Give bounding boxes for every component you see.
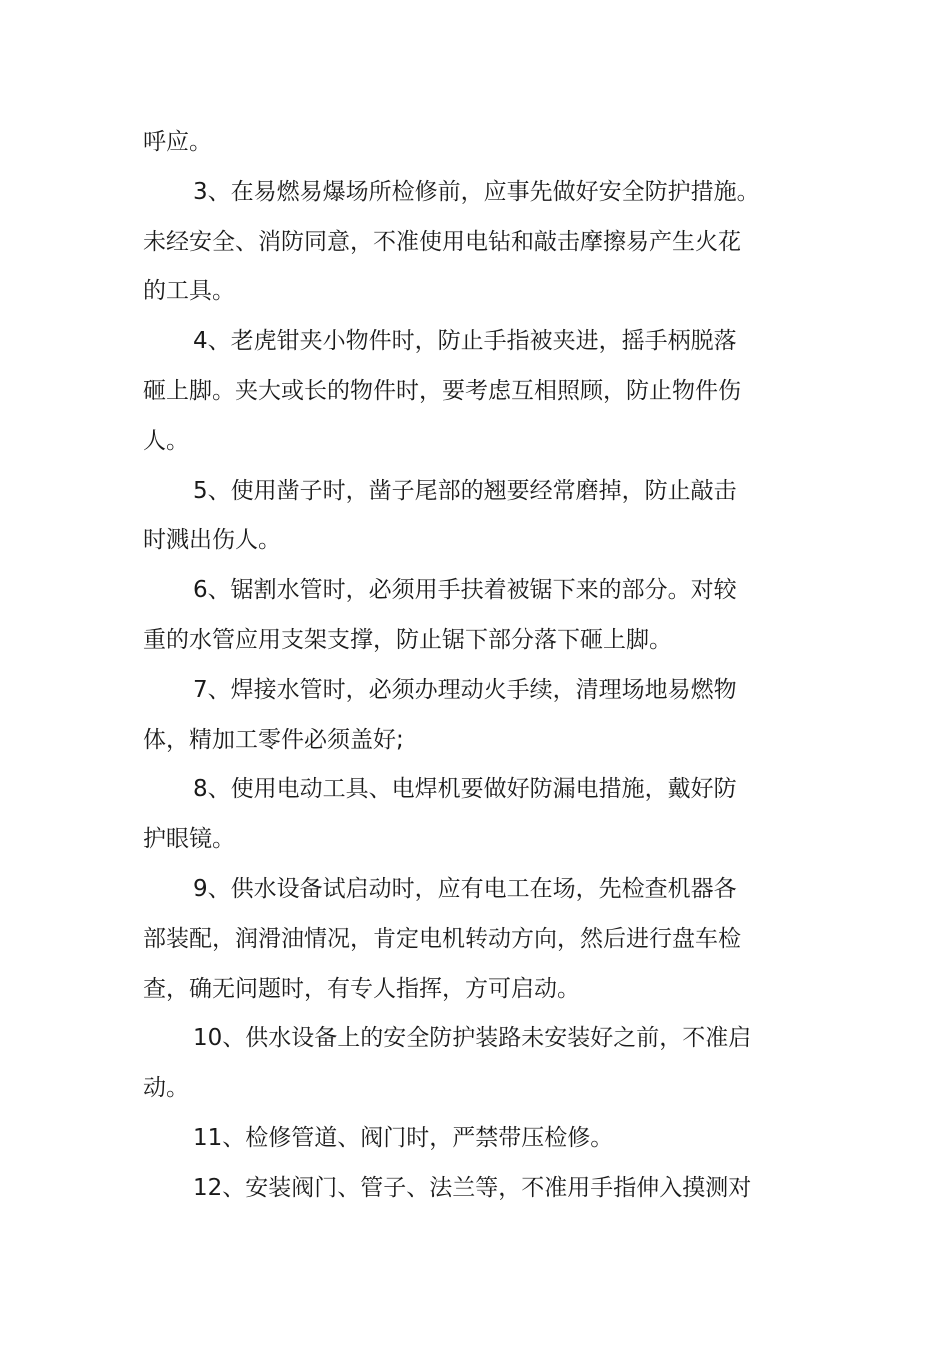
text-line: 砸上脚。夹大或长的物件时，要考虑互相照顾，防止物件伤 <box>143 378 741 404</box>
text-line: 10、供水设备上的安全防护装路未安装好之前，不准启 <box>193 1025 752 1051</box>
text-line: 未经安全、消防同意，不准使用电钻和敲击摩擦易产生火花 <box>143 229 741 255</box>
text-line: 时溅出伤人。 <box>143 527 281 553</box>
text-line: 5、使用凿子时，凿子尾部的翘要经常磨掉，防止敲击 <box>193 478 737 504</box>
text-line: 11、检修管道、阀门时，严禁带压检修。 <box>193 1125 614 1151</box>
text-line: 体，精加工零件必须盖好; <box>143 727 404 753</box>
text-line: 护眼镜。 <box>143 826 235 852</box>
text-line: 动。 <box>143 1075 189 1101</box>
text-line: 重的水管应用支架支撑，防止锯下部分落下砸上脚。 <box>143 627 672 653</box>
text-line: 呼应。 <box>143 129 212 155</box>
text-line: 3、在易燃易爆场所检修前，应事先做好安全防护措施。 <box>193 179 760 205</box>
text-line: 的工具。 <box>143 278 235 304</box>
text-line: 12、安装阀门、管子、法兰等，不准用手指伸入摸测对 <box>193 1175 752 1201</box>
text-line: 9、供水设备试启动时，应有电工在场，先检查机器各 <box>193 876 737 902</box>
text-line: 4、老虎钳夹小物件时，防止手指被夹进，摇手柄脱落 <box>193 328 737 354</box>
text-line: 7、焊接水管时，必须办理动火手续，清理场地易燃物 <box>193 677 737 703</box>
text-line: 人。 <box>143 428 189 454</box>
text-line: 部装配，润滑油情况，肯定电机转动方向，然后进行盘车检 <box>143 926 741 952</box>
text-line: 6、锯割水管时，必须用手扶着被锯下来的部分。对较 <box>193 577 737 603</box>
text-line: 查，确无问题时，有专人指挥，方可启动。 <box>143 976 580 1002</box>
text-line: 8、使用电动工具、电焊机要做好防漏电措施，戴好防 <box>193 776 737 802</box>
